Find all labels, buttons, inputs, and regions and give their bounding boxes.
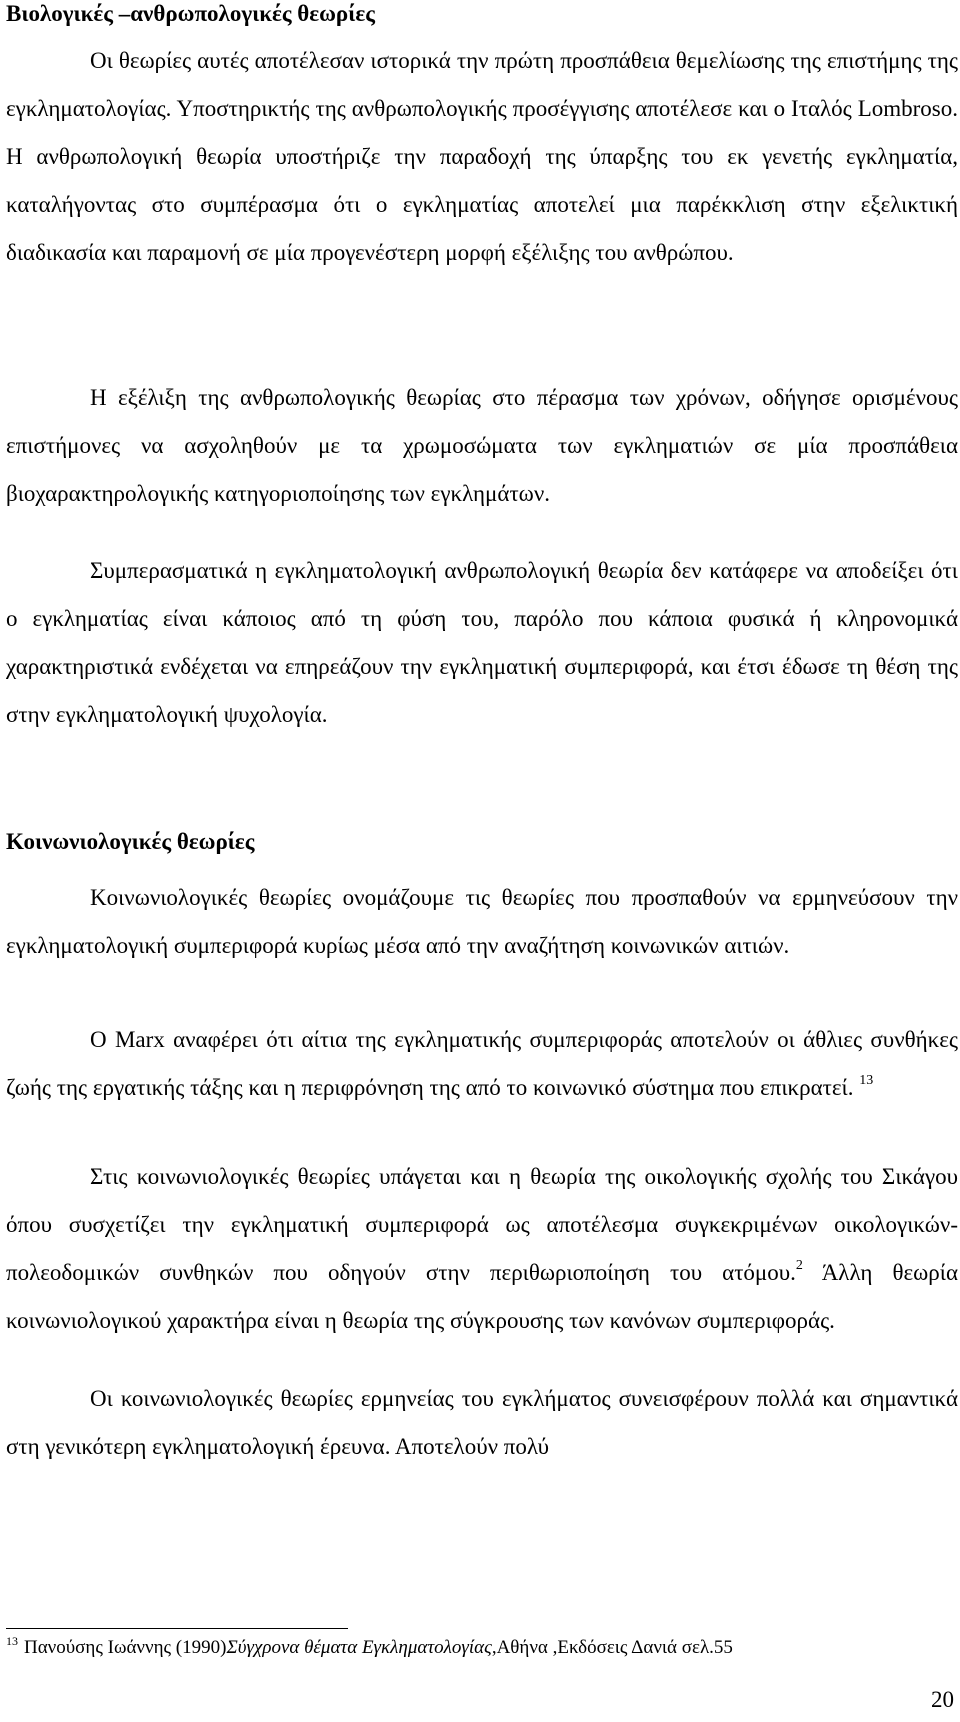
paragraph-marx-text: Ο Marx αναφέρει ότι αίτια της εγκληματικής συμπεριφοράς αποτελούν οι άθλιες συνθήκες ζωής της εργατικής τάξης και η περιφρόνηση της από το κοινωνικό σύστημα που επικρατεί.: [6, 1027, 958, 1101]
paragraph-biological-evolution: Η εξέλιξη της ανθρωπολογικής θεωρίας στο πέρασμα των χρόνων, οδήγησε ορισμένους επιστήμονες να ασχοληθούν με τα χρωμοσώματα των εγκληματιών σε μία προσπάθεια βιοχαρακτηρολογικής κατηγοριοποίησης των εγκλημάτων.: [6, 385, 958, 507]
paragraph-chicago-text: Στις κοινωνιολογικές θεωρίες υπάγεται και η θεωρία της οικολογικής σχολής του Σικάγου όπου συσχετίζει την εγκληματική συμπεριφορά ως αποτέλεσμα συγκεκριμένων οικολογικών-πολεοδομικών συνθηκών που οδηγούν στην περιθωριοποίηση του ατόμου.: [6, 1164, 958, 1286]
section-title-biological: Βιολογικές –ανθρωπολογικές θεωρίες: [6, 1, 375, 26]
paragraph-biological-intro: Οι θεωρίες αυτές αποτέλεσαν ιστορικά την πρώτη προσπάθεια θεμελίωσης της επιστήμης της εγκληματολογίας. Υποστηρικτής της ανθρωπολογικής προσέγγισης αποτέλεσε και ο Ιταλός Lombroso. Η ανθρωπολογική θεωρία υποστήριζε την παραδοχή της ύπαρξης του εκ γενετής εγκληματία, καταλήγοντας στο συμπέρασμα ότι ο εγκληματίας αποτελεί μια παρέκκλιση στην εξελικτική διαδικασία και παραμονή σε μία προγενέστερη μορφή εξέλιξης του ανθρώπου.: [6, 48, 958, 266]
paragraph-conflict-text: Άλλη θεωρία κοινωνιολογικού χαρακτήρα είναι η θεωρία της σύγκρουσης των κανόνων συμπεριφοράς.: [6, 1260, 958, 1334]
paragraph-biological-conclusion: Συμπερασματικά η εγκληματολογική ανθρωπολογική θεωρία δεν κατάφερε να αποδείξει ότι ο εγκληματίας είναι κάποιος από τη φύση του, παρόλο που κάποια φυσικά ή κληρονομικά χαρακτηριστικά ενδέχεται να επηρεάζουν την εγκληματική συμπεριφορά, και έτσι έδωσε τη θέση της στην εγκληματολογική ψυχολογία.: [6, 558, 958, 728]
paragraph-chicago-school: [6, 1153, 958, 1345]
footnote-reference-2[interactable]: 2: [795, 1258, 803, 1274]
footnote-reference-13[interactable]: 13: [859, 1073, 874, 1089]
footnote-marker: 13: [6, 1634, 18, 1648]
section-title-sociological: Κοινωνιολογικές θεωρίες: [6, 829, 255, 854]
footnote-publication: ,Αθήνα ,Εκδόσεις Δανιά σελ.55: [491, 1637, 733, 1658]
footnote: [6, 1636, 733, 1660]
paragraph-marx: [6, 1016, 958, 1112]
paragraph-sociological-definition: Κοινωνιολογικές θεωρίες ονομάζουμε τις θεωρίες που προσπαθούν να ερμηνεύσουν την εγκληματολογική συμπεριφορά κυρίως μέσα από την αναζήτηση κοινωνικών αιτιών.: [6, 885, 958, 959]
footnote-separator: [6, 1628, 348, 1629]
paragraph-contribution: Οι κοινωνιολογικές θεωρίες ερμηνείας του εγκλήματος συνεισφέρουν πολλά και σημαντικά στη γενικότερη εγκληματολογική έρευνα. Αποτελούν πολύ: [6, 1386, 958, 1460]
page-number: 20: [931, 1687, 954, 1712]
footnote-author: Πανούσης Ιωάννης (1990): [24, 1637, 227, 1658]
footnote-book-title: Σύγχρονα θέματα Εγκληματολογίας: [226, 1637, 492, 1658]
